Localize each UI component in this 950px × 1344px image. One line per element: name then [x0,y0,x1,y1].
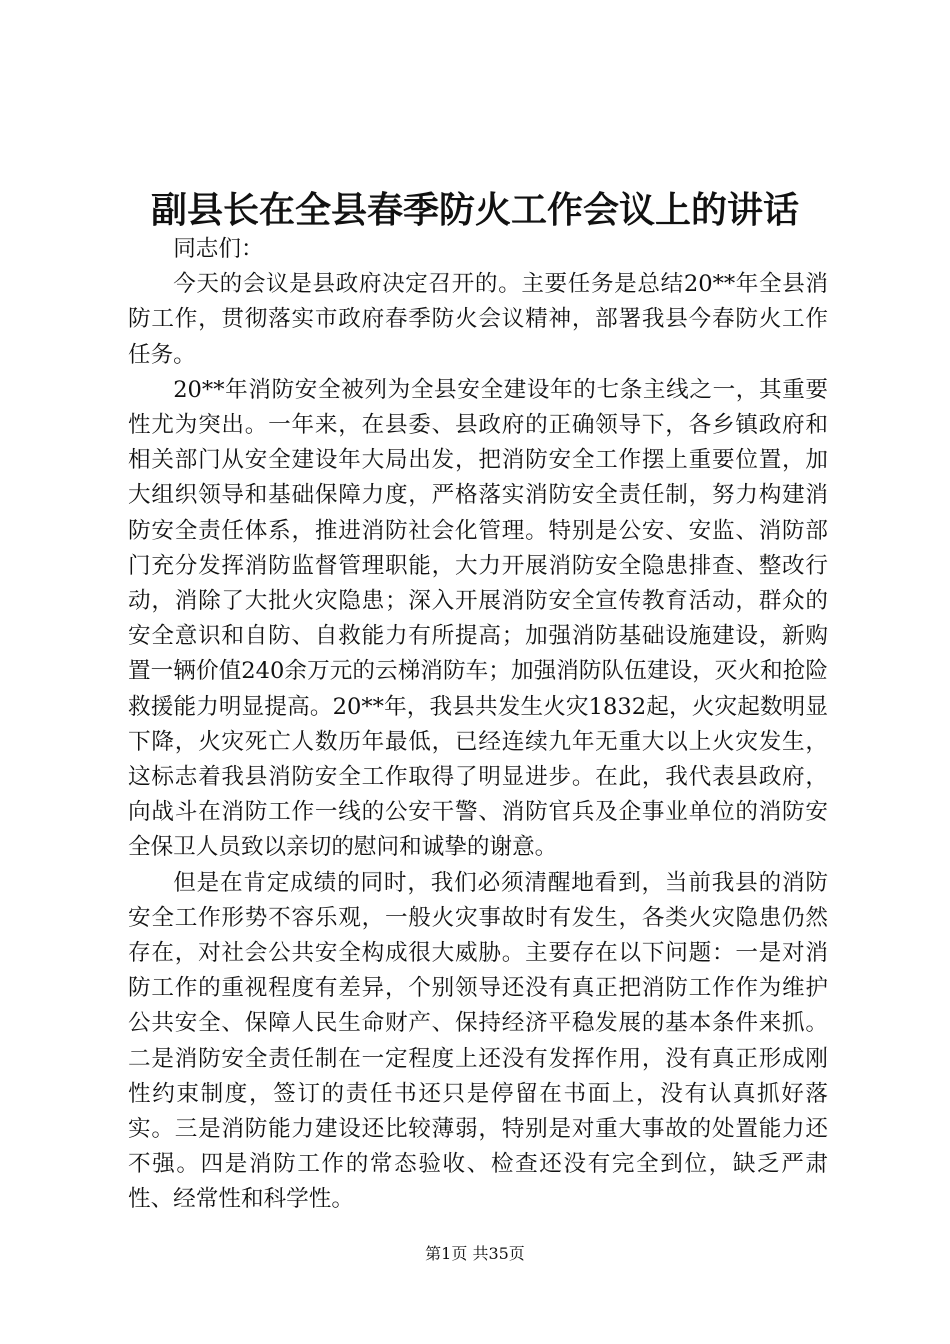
salutation: 同志们： [173,236,264,262]
page-footer: 第1页 共35页 [425,1244,525,1263]
document-body [128,232,828,1218]
paragraph-intro: 今天的会议是县政府决定召开的。主要任务是总结20**年全县消防工作，贯彻落实市政府春季防火会议精神，部署我县今春防火工作任务。 [128,271,828,368]
document-title: 副县长在全县春季防火工作会议上的讲话 [150,189,799,231]
paragraph-achievements: 20**年消防安全被列为全县安全建设年的七条主线之一，其重要性尤为突出。一年来，在县委、县政府的正确领导下，各乡镇政府和相关部门从安全建设年大局出发，把消防安全工作摆上重要位置，加大组织领导和基础保障力度，严格落实消防安全责任制，努力构建消防安全责任体系，推进消防社会化管理。特别是公安、安监、消防部门充分发挥消防监督管理职能，大力开展消防安全隐患排查、整改行动，消除了大批火灾隐患；深入开展消防安全宣传教育活动，群众的安全意识和自防、自救能力有所提高；加强消防基础设施建设，新购置一辆价值240余万元的云梯消防车；加强消防队伍建设，灭火和抢险救援能力明显提高。20**年，我县共发生火灾1832起，火灾起数明显下降，火灾死亡人数历年最低，已经连续九年无重大以上火灾发生，这标志着我县消防安全工作取得了明显进步。在此，我代表县政府，向战斗在消防工作一线的公安干警、消防官兵及企事业单位的消防安全保卫人员致以亲切的慰问和诚挚的谢意。 [128,376,828,861]
paragraph-problems: 但是在肯定成绩的同时，我们必须清醒地看到，当前我县的消防安全工作形势不容乐观，一般火灾事故时有发生，各类火灾隐患仍然存在，对社会公共安全构成很大威胁。主要存在以下问题：一是对消防工作的重视程度有差异，个别领导还没有真正把消防工作作为维护公共安全、保障人民生命财产、保持经济平稳发展的基本条件来抓。二是消防安全责任制在一定程度上还没有发挥作用，没有真正形成刚性约束制度，签订的责任书还只是停留在书面上，没有认真抓好落实。三是消防能力建设还比较薄弱，特别是对重大事故的处置能力还不强。四是消防工作的常态验收、检查还没有完全到位，缺乏严肃性、经常性和科学性。 [128,869,828,1213]
